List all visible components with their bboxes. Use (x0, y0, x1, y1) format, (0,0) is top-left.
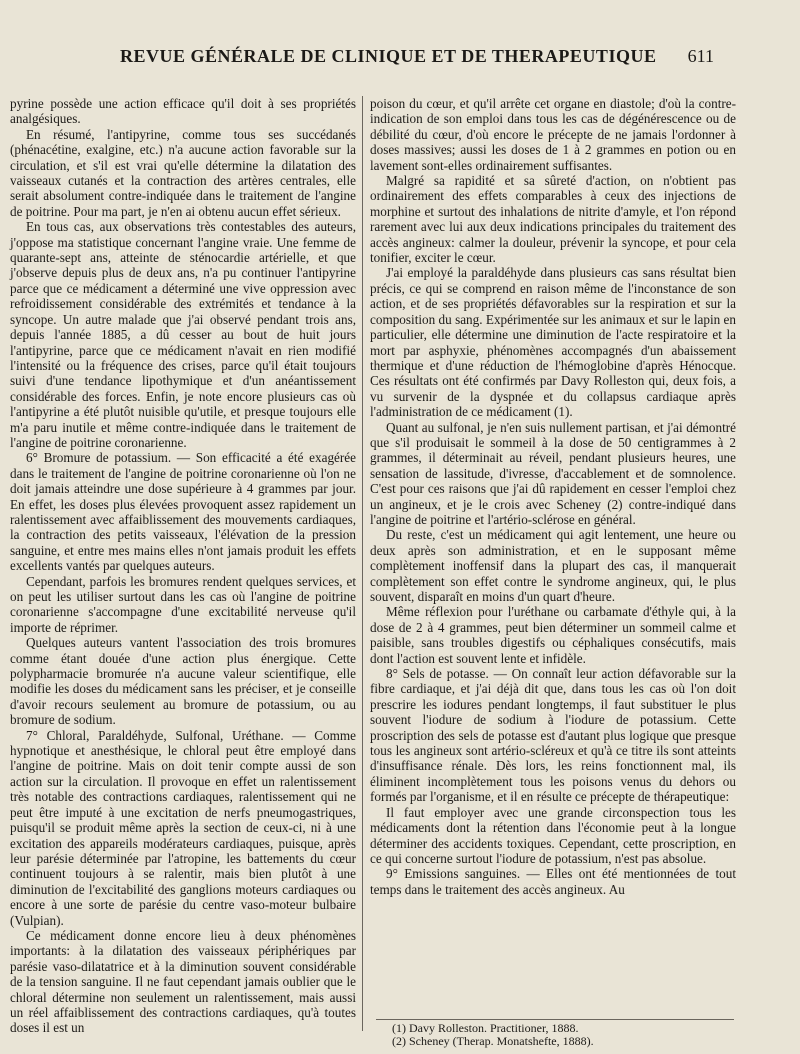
paragraph: En résumé, l'antipyrine, comme tous ses succédanés (phénacétine, exalgine, etc.) n'a aucune action favorable sur la circulation, et s'il est vrai qu'elle détermine la dilatation des vaisseaux cutanés et la contraction des artères centrales, elle serait absolument contre-indiquée dans le traitement de l'angine de poitrine. Pour ma part, je n'en ai obtenu aucun effet sérieux. (10, 126, 356, 219)
column-divider (362, 96, 363, 1031)
paragraph: 6° Bromure de potassium. — Son efficacité a été exagérée dans le traitement de l'angine de poitrine coronarienne où l'on ne doit jamais atteindre une dose supérieure à 4 grammes par jour. En effet, les doses plus élevées provoquent assez rapidement un ralentissement avec affaiblissement des mouvements cardiaques, la contraction des petits vaisseaux, l'élévation de la pression sanguine, et entre mes mains elles n'ont jamais produit les effets excellents vantés par quelques auteurs. (10, 450, 356, 574)
paragraph: En tous cas, aux observations très contestables des auteurs, j'oppose ma statistique concernant l'angine vraie. Une femme de quarante-sept ans, atteinte de sténocardie artérielle, et que j'observe depuis plus de deux ans, n'a pu continuer l'antipyrine parce que ce médicament a déterminé une vive oppression avec refroidissement considérable des extrémités et tendance à la syncope. Un autre malade que j'ai observé pendant trois ans, depuis l'année 1885, a dû cesser au bout de huit jours l'antipyrine, parce que ce médicament n'avait en rien modifié l'intensité ou la fréquence des crises, parce qu'il était toujours suivi d'une tendance lipothymique et d'un anéantissement considérable des forces. Enfin, je note encore plusieurs cas où l'antipyrine a été plutôt nuisible qu'utile, et presque toujours elle m'a paru inutile et même contre-indiquée dans le traitement de l'angine de poitrine coronarienne. (10, 219, 356, 450)
footnote-2: (2) Scheney (Therap. Monatshefte, 1888). (392, 1034, 594, 1048)
page-number: 611 (687, 46, 714, 66)
paragraph: Il faut employer avec une grande circonspection tous les médicaments dont la rétention dans l'économie peut à la longue déterminer des accidents toxiques. Cependant, cette proscription, en ce qui concerne surtout l'iodure de potassium, n'est pas absolue. (370, 804, 736, 866)
paragraph: 8° Sels de potasse. — On connaît leur action défavorable sur la fibre cardiaque, et j'ai déjà dit que, dans tous les cas où l'on doit prescrire les iodures pendant longtemps, il faut substituer le plus souvent l'iodure de sodium à l'iodure de potassium. Cette proscription des sels de potasse est d'autant plus logique que presque tous les angineux sont artério-scléreux et qu'à ce titre ils sont atteints d'insuffisance rénale. Dès lors, les reins fonctionnent mal, ils éliminent incomplètement tous les poisons venus du dehors ou formés par l'organisme, et il en résulte ce précepte de thérapeutique: (370, 666, 736, 805)
paragraph: pyrine possède une action efficace qu'il doit à ses propriétés analgésiques. (10, 96, 356, 127)
paragraph: 9° Emissions sanguines. — Elles ont été mentionnées de tout temps dans le traitement des accès angineux. Au (370, 866, 736, 897)
right-column (370, 96, 736, 897)
paragraph: Ce médicament donne encore lieu à deux phénomènes importants: à la dilatation des vaisseaux périphériques par parésie vaso-dilatatrice et à la diminution souvent considérable de la tension sanguine. Il ne faut cependant jamais oublier que le chloral détermine non seulement un ralentissement, mais aussi un réel affaiblissement des contractions cardiaques, qu'à toutes doses il est un (10, 927, 356, 1036)
paragraph: Du reste, c'est un médicament qui agit lentement, une heure ou deux après son administration, et en le supposant même complètement inoffensif dans la plupart des cas, il manquerait complètement son effet contre le syndrome angineux, qui, le plus souvent, disparaît en moins d'un quart d'heure. (370, 527, 736, 604)
paragraph: 7° Chloral, Paraldéhyde, Sulfonal, Uréthane. — Comme hypnotique et anesthésique, le chloral peut être employé dans l'angine de poitrine. Mais on doit tenir compte aussi de son action sur la circulation. Il provoque en effet un ralentissement très notable des contractions cardiaques, ralentissement qui ne peut être imputé à une excitation de nerfs pneumogastriques, puisqu'il se produit même après la section de ceux-ci, ni à une excitation des appareils modérateurs cardiaques, puisque, après leur parésie déterminée par l'atropine, les battements du cœur continuent toujours à se ralentir, mais bien plutôt à une diminution de l'excitabilité des ganglions moteurs cardiaques ou encore à une sorte de parésie du centre vaso-moteur bulbaire (Vulpian). (10, 727, 356, 928)
paragraph: Malgré sa rapidité et sa sûreté d'action, on n'obtient pas ordinairement des effets comparables à ceux des injections de morphine et surtout des inhalations de nitrite d'amyle, et l'on répond rarement avec lui aux deux indications principales du traitement des accès angineux: calmer la douleur, prévenir la syncope, et pour cela tonifier, exciter le cœur. (370, 173, 736, 266)
paragraph: Même réflexion pour l'uréthane ou carbamate d'éthyle qui, à la dose de 2 à 4 grammes, peut bien déterminer un sommeil calme et paisible, sans troubles digestifs ou céphaliques consécutifs, mais dont l'action est souvent lente et infidèle. (370, 604, 736, 666)
running-header (0, 40, 800, 74)
footnote-1: (1) Davy Rolleston. Practitioner, 1888. (392, 1021, 579, 1035)
paragraph: Quelques auteurs vantent l'association des trois bromures comme étant douée d'une action plus énergique. Cette polypharmacie bromurée n'a aucune valeur scientifique, elle modifie les doses du médicament sans les préciser, et je conseille d'avoir recours seulement au bromure de potassium, ou au bromure de sodium. (10, 635, 356, 728)
paragraph: Cependant, parfois les bromures rendent quelques services, et on peut les utiliser surtout dans les cas où l'angine de poitrine coronarienne s'accompagne d'une excitabilité nerveuse qu'il importe de réprimer. (10, 573, 356, 635)
journal-title: REVUE GÉNÉRALE DE CLINIQUE ET DE THERAPEUTIQUE (120, 46, 657, 66)
paragraph: poison du cœur, et qu'il arrête cet organe en diastole; d'où la contre-indication de son emploi dans tous les cas de dégénérescence ou de débilité du cœur, d'où encore le précepte de ne jamais l'ordonner à doses massives; aussi les doses de 1 à 2 grammes en potion ou en lavement sont-elles ordinairement suffisantes. (370, 96, 736, 173)
paragraph: Quant au sulfonal, je n'en suis nullement partisan, et j'ai démontré que s'il produisait le sommeil à la dose de 50 centigrammes à 2 grammes, il déterminait au réveil, pendant plusieurs heures, une sensation de lassitude, d'ivresse, d'accablement et de somnolence. C'est pour ces raisons que j'ai dû rapidement en cesser l'emploi chez un angineux, et je le crois avec Scheney (2) contre-indiqué dans l'angine de poitrine et l'artério-sclérose en général. (370, 419, 736, 527)
left-column (10, 96, 356, 1036)
paragraph: J'ai employé la paraldéhyde dans plusieurs cas sans résultat bien précis, ce qui se comprend en raison même de l'inconstance de son action, et de ses propriétés défavorables sur la respiration et sur la composition du sang. Expérimentée sur les animaux et sur le lapin en particulier, elle détermine une diminution de l'acte respiratoire et la mort par asphyxie, phénomènes accompagnés d'un abaissement thermique et d'une réduction de l'hémoglobine d'après Hénocque. Ces résultats ont été confirmés par Davy Rolleston qui, deux fois, a vu survenir de la dyspnée et du collapsus cardiaque après l'administration de ce médicament (1). (370, 265, 736, 420)
footnotes (392, 1022, 732, 1048)
footnote-divider (376, 1019, 734, 1020)
